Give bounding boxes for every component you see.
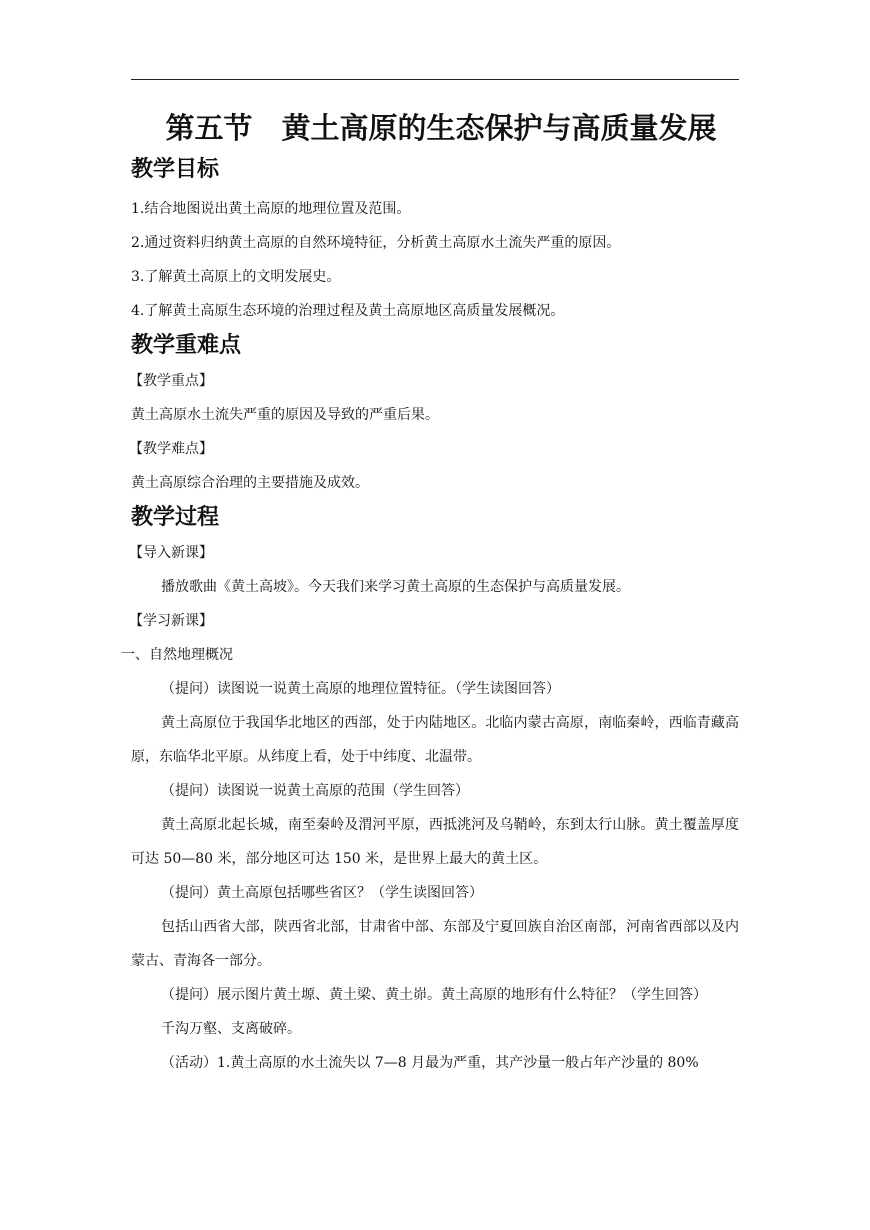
intro-label: 【导入新课】 [129, 545, 213, 561]
document-body [121, 104, 739, 1080]
header-rule [131, 79, 739, 80]
question-2: （提问）读图说一说黄土高原的范围（学生回答） [161, 783, 469, 799]
objective-item: 3.了解黄土高原上的文明发展史。 [131, 269, 341, 285]
question-1: （提问）读图说一说黄土高原的地理位置特征。（学生读图回答） [161, 681, 560, 697]
key-point-label: 【教学重点】 [129, 373, 213, 389]
objectives-heading: 教学目标 [131, 157, 220, 182]
question-3: （提问）黄土高原包括哪些省区？（学生读图回答） [161, 885, 483, 901]
page-title: 第五节 黄土高原的生态保护与高质量发展 [165, 111, 717, 145]
objective-item: 2.通过资料归纳黄土高原的自然环境特征，分析黄土高原水土流失严重的原因。 [131, 235, 621, 251]
difficult-point-text: 黄土高原综合治理的主要措施及成效。 [131, 475, 369, 491]
objective-item: 1.结合地图说出黄土高原的地理位置及范围。 [131, 201, 411, 217]
key-point-text: 黄土高原水土流失严重的原因及导致的严重后果。 [131, 407, 439, 423]
difficult-point-label: 【教学难点】 [129, 441, 213, 457]
process-heading: 教学过程 [131, 505, 220, 530]
answer-2: 黄土高原北起长城，南至秦岭及渭河平原，西抵洮河及乌鞘岭，东到太行山脉。黄土覆盖厚度可达 50—80 米，部分地区可达 150 米，是世界上最大的黄土区。 [131, 817, 739, 867]
objective-item: 4.了解黄土高原生态环境的治理过程及黄土高原地区高质量发展概况。 [131, 303, 565, 319]
section-heading: 一、自然地理概况 [121, 647, 233, 663]
question-4: （提问）展示图片黄土塬、黄土梁、黄土峁。黄土高原的地形有什么特征？（学生回答） [161, 987, 707, 1003]
intro-text: 播放歌曲《黄土高坡》。今天我们来学习黄土高原的生态保护与高质量发展。 [161, 579, 630, 595]
key-points-heading: 教学重难点 [131, 333, 242, 358]
answer-4: 千沟万壑、支离破碎。 [161, 1021, 301, 1037]
answer-1: 黄土高原位于我国华北地区的西部，处于内陆地区。北临内蒙古高原，南临秦岭，西临青藏高原，东临华北平原。从纬度上看，处于中纬度、北温带。 [131, 715, 739, 765]
answer-3: 包括山西省大部，陕西省北部，甘肃省中部、东部及宁夏回族自治区南部，河南省西部以及内蒙古、青海各一部分。 [131, 919, 739, 969]
new-lesson-label: 【学习新课】 [129, 613, 213, 629]
activity-1: （活动）1.黄土高原的水土流失以 7—8 月最为严重，其产沙量一般占年产沙量的 80% [161, 1055, 699, 1071]
